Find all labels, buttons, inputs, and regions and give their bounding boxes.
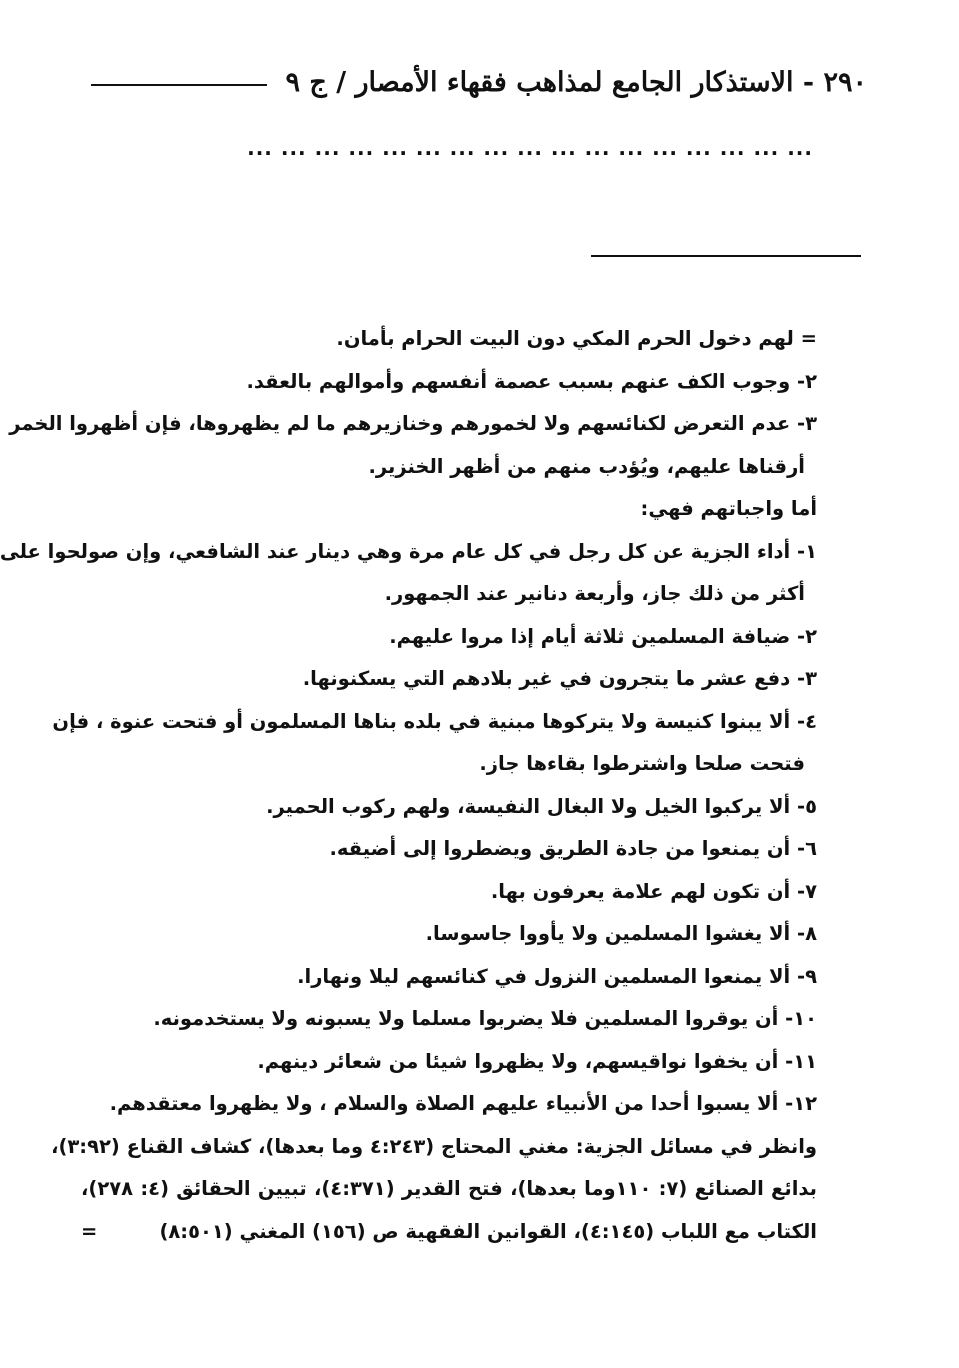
reference-text: الكتاب مع اللباب (٤:١٤٥)، القوانين الفقهية ص (١٥٦) المغني (٨:٥٠١): [159, 1219, 817, 1243]
continuation-mark: =: [81, 1219, 98, 1243]
text-line: ٢- ضيافة المسلمين ثلاثة أيام إذا مروا عليهم.: [389, 624, 817, 648]
text-line: أكثر من ذلك جاز، وأربعة دنانير عند الجمهور.: [384, 582, 805, 605]
text-line: ٩- ألا يمنعوا المسلمين النزول في كنائسهم ليلا ونهارا.: [297, 964, 817, 988]
header-rule: [91, 84, 267, 86]
text-line: ٢- وجوب الكف عنهم بسبب عصمة أنفسهم وأموالهم بالعقد.: [246, 369, 817, 393]
text-line: ١٢- ألا يسبوا أحدا من الأنبياء عليهم الصلاة والسلام ، ولا يظهروا معتقدهم.: [109, 1092, 817, 1115]
text-line: أرقناها عليهم، ويُؤدب منهم من أظهر الخنزير.: [368, 454, 805, 478]
text-line: ٣- دفع عشر ما يتجرون في غير بلادهم التي يسكنونها.: [302, 667, 817, 690]
text-line: ١- أداء الجزية عن كل رجل في كل عام مرة وهي دينار عند الشافعي، وإن صولحوا على: [0, 539, 817, 563]
footnote-body: [0, 318, 817, 1253]
text-line: ١١- أن يخفوا نواقيسهم، ولا يظهروا شيئا من شعائر دينهم.: [257, 1049, 817, 1073]
text-line: ٤- ألا يبنوا كنيسة ولا يتركوها مبنية في بلده بناها المسلمون أو فتحت عنوة ، فإن: [52, 709, 817, 733]
text-line: ٧- أن تكون لهم علامة يعرفون بها.: [490, 879, 817, 903]
reference-line: وانظر في مسائل الجزية: مغني المحتاج (٤:٢٤٣ وما بعدها)، كشاف القناع (٣:٩٢)،: [51, 1134, 817, 1158]
ellipsis-line: ... ... ... ... ... ... ... ... ... ... ... ... ... ... ... ... ...: [247, 136, 813, 160]
page-header: [91, 62, 867, 102]
text-line: ١٠- أن يوقروا المسلمين فلا يضربوا مسلما ولا يسبونه ولا يستخدمونه.: [153, 1007, 817, 1030]
reference-line: بدائع الصنائع (٧: ١١٠وما بعدها)، فتح القدير (٤:٣٧١)، تبيين الحقائق (٤: ٢٧٨)،: [81, 1177, 817, 1200]
text-line: ٣- عدم التعرض لكنائسهم ولا لخمورهم وخنازيرهم ما لم يظهروها، فإن أظهروا الخمر: [9, 412, 817, 435]
text-line: = لهم دخول الحرم المكي دون البيت الحرام بأمان.: [336, 327, 817, 350]
reference-line-last: [81, 1211, 817, 1254]
text-line: ٦- أن يمنعوا من جادة الطريق ويضطروا إلى أضيقه.: [329, 837, 817, 860]
text-line: أما واجباتهم فهي:: [640, 497, 817, 520]
footnote-separator: [591, 255, 861, 257]
text-line: فتحت صلحا واشترطوا بقاءها جاز.: [479, 752, 805, 775]
text-line: ٨- ألا يغشوا المسلمين ولا يأووا جاسوسا.: [425, 922, 817, 945]
running-title: ٢٩٠ - الاستذكار الجامع لمذاهب فقهاء الأمصار / ج ٩: [285, 66, 867, 98]
text-line: ٥- ألا يركبوا الخيل ولا البغال النفيسة، ولهم ركوب الحمير.: [266, 794, 817, 818]
